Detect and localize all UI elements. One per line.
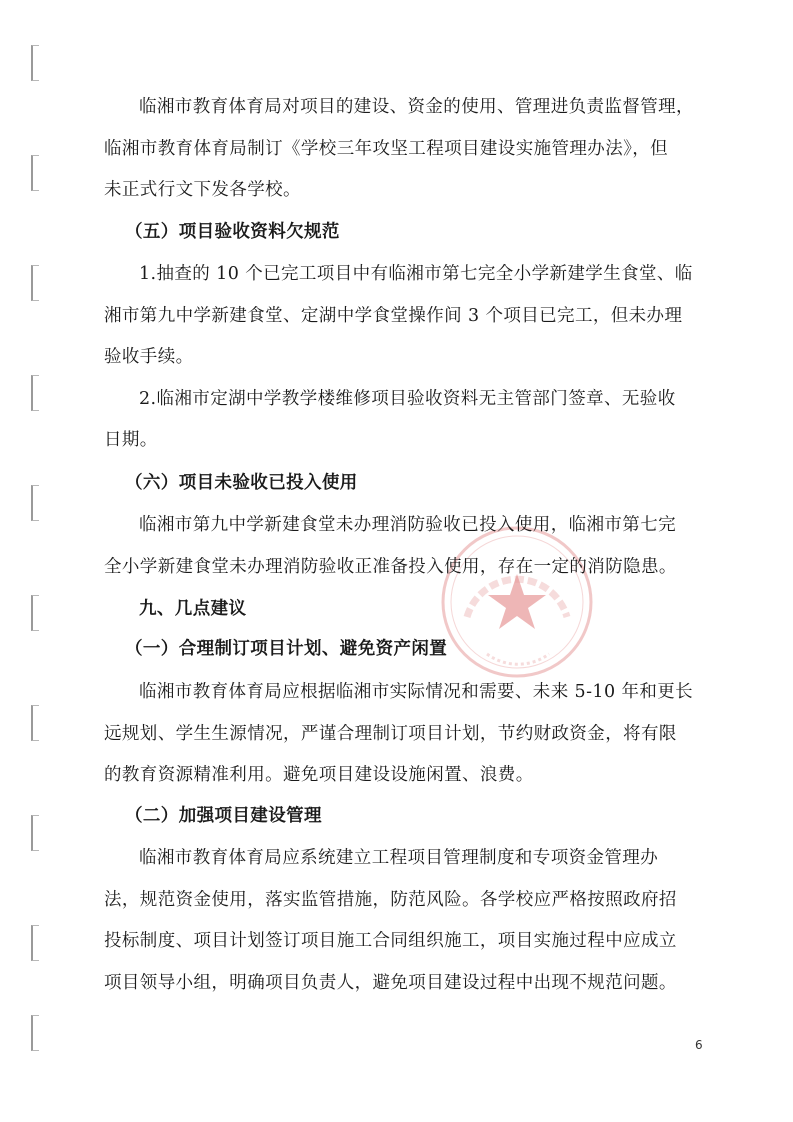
binding-mark xyxy=(31,705,39,741)
section-heading: （一）合理制订项目计划、避免资产闲置 xyxy=(125,639,448,659)
body-text-line: 投标制度、项目计划签订项目施工合同组织施工，项目实施过程中应成立 xyxy=(104,931,677,951)
binding-mark xyxy=(31,485,39,521)
body-text-line: 项目领导小组，明确项目负责人，避免项目建设过程中出现不规范问题。 xyxy=(104,973,677,993)
binding-mark xyxy=(31,1015,39,1051)
body-text-line: 临湘市教育体育局应系统建立工程项目管理制度和专项资金管理办 xyxy=(139,848,659,868)
body-text-line: 2.临湘市定湖中学教学楼维修项目验收资料无主管部门签章、无验收 xyxy=(139,389,676,409)
binding-mark xyxy=(31,815,39,851)
body-text-line: 临湘市教育体育局制订《学校三年攻坚工程项目建设实施管理办法》，但 xyxy=(104,139,669,159)
body-text-line: 1.抽查的 10 个已完工项目中有临湘市第七完全小学新建学生食堂、临 xyxy=(139,264,693,284)
chapter-heading: 九、几点建议 xyxy=(139,599,247,619)
body-text-line: 法，规范资金使用，落实监管措施，防范风险。各学校应严格按照政府招 xyxy=(104,890,677,910)
body-text-line: 全小学新建食堂未办理消防验收正准备投入使用，存在一定的消防隐患。 xyxy=(104,557,677,577)
binding-mark xyxy=(31,925,39,961)
body-text-line: 临湘市教育体育局对项目的建设、资金的使用、管理进负责监督管理， xyxy=(139,97,694,117)
binding-mark xyxy=(31,265,39,301)
binding-mark xyxy=(31,375,39,411)
binding-mark xyxy=(31,155,39,191)
body-text-line: 未正式行文下发各学校。 xyxy=(104,180,301,200)
body-text-line: 验收手续。 xyxy=(104,347,194,367)
section-heading: （五）项目验收资料欠规范 xyxy=(125,222,340,242)
body-text-line: 湘市第九中学新建食堂、定湖中学食堂操作间 3 个项目已完工，但未办理 xyxy=(104,306,683,326)
section-heading: （六）项目未验收已投入使用 xyxy=(125,473,358,493)
section-heading: （二）加强项目建设管理 xyxy=(125,806,322,826)
page-number: 6 xyxy=(695,1038,703,1052)
binding-mark xyxy=(31,595,39,631)
body-text-line: 远规划、学生生源情况，严谨合理制订项目计划，节约财政资金，将有限 xyxy=(104,724,677,744)
body-text-line: 临湘市教育体育局应根据临湘市实际情况和需要、未来 5-10 年和更长 xyxy=(139,682,694,702)
body-text-line: 日期。 xyxy=(104,430,158,450)
body-text-line: 的教育资源精准利用。避免项目建设设施闲置、浪费。 xyxy=(104,765,534,785)
body-text-line: 临湘市第九中学新建食堂未办理消防验收已投入使用，临湘市第七完 xyxy=(139,515,676,535)
binding-mark xyxy=(31,45,39,81)
